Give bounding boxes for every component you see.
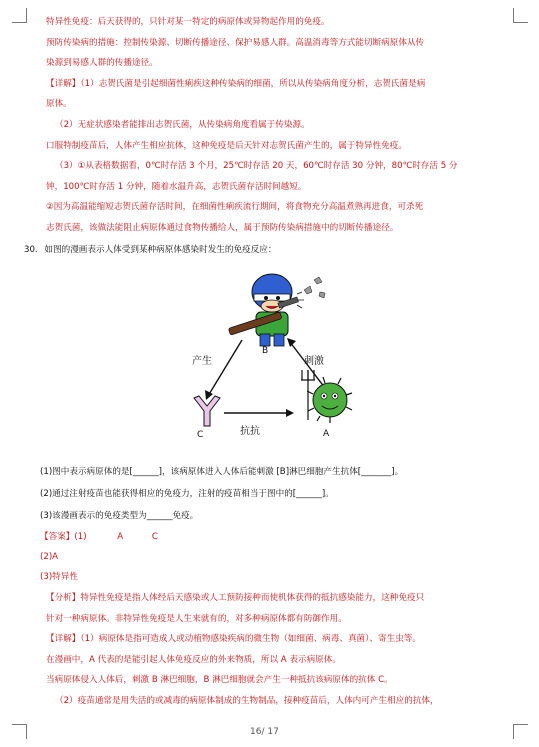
question-30 (24, 244, 276, 256)
text-line: （2）疫苗通常是用失活的或减毒的病原体制成的生物制品，接种疫苗后，人体内可产生相应的抗体， (55, 696, 439, 706)
subquestion-2: (2)通过注射疫苗也能获得相应的免疫力，注射的疫苗相当于图中的[______]。 (40, 489, 334, 499)
text-line: （3）①从表格数据看，0℃时存活 3 个月，25℃时存活 20 天，60℃时存活 30 分钟，80℃时存活 5 分 (55, 161, 458, 172)
page-number: 16/ 17 (250, 727, 279, 737)
label-b: B (262, 346, 269, 356)
crop-mark-top-right (513, 8, 528, 23)
immune-response-cartoon (180, 270, 380, 448)
text-line: （2）无症状感染者能排出志贺氏菌，从传染病角度看属于传染源。 (55, 120, 310, 130)
text-line: 染源到易感人群的传播途径。 (46, 58, 158, 69)
arrow-produce-head (205, 390, 213, 400)
label-c: C (197, 430, 204, 440)
antibody-c-shape (194, 396, 220, 426)
crop-mark-bottom-left (12, 724, 27, 739)
question-stem: 如图的漫画表示人体受到某种病原体感染时发生的免疫反应： (44, 245, 277, 255)
label-resist: 抗抗 (240, 426, 260, 437)
arrow-produce (208, 340, 242, 396)
text-line: 针对一种病原体。非特异性免疫是人生来就有的，对多种病原体都有防御作用。 (46, 613, 347, 624)
arrow-stimulate-head (287, 338, 296, 347)
arrow-resist-head (286, 409, 294, 417)
text-line: ②因为高温能缩短志贺氏菌存活时间，在细菌性痢疾流行期间，将食物充分高温煮熟再进食，可杀死 (46, 202, 424, 213)
answer-line-3: (3)特异性 (40, 572, 78, 582)
answer-line-2: (2)A (40, 552, 59, 562)
text-line: 当病原体侵入人体后，刺激 B 淋巴细胞，B 淋巴细胞就会产生一种抵抗该病原体的抗体 C。 (46, 675, 393, 686)
text-line: 【详解】（1）志贺氏菌是引起细菌性痢疾这种传染病的细菌，所以从传染病角度分析，志贺氏菌是病 (46, 78, 426, 89)
answer-line-1 (40, 531, 158, 543)
crop-mark-top-left (12, 8, 27, 23)
text-line: 特异性免疫：后天获得的，只针对某一特定的病原体或异物起作用的免疫。 (46, 17, 330, 27)
answer-1-second: C (151, 532, 158, 542)
text-line: 志贺氏菌，该做法能阻止病原体通过食物传播给人，属于预防传染病措施中的切断传播途径。 (46, 223, 399, 233)
subquestion-1: (1)图中表示病原体的是[______]，该病原体进入人体后能刺激 [B]淋巴细胞产生抗体[_______]。 (40, 467, 404, 477)
subquestion-3: (3)该漫画表示的免疫类型为______免疫。 (40, 511, 199, 521)
text-line: 原体。 (46, 99, 72, 110)
label-stimulate: 刺激 (304, 356, 324, 367)
text-line: 预防传染病的措施：控制传染源、切断传播途径、保护易感人群。高温消毒等方式能切断病原体从传 (46, 37, 425, 48)
text-line: 【详解】（1）病原体是指可造成人或动植物感染疾病的微生物（如细菌、病毒、真菌）、寄生虫等。 (46, 634, 421, 645)
text-line: 【分析】特异性免疫是指人体经后天感染或人工预防接种而使机体获得的抵抗感染能力，这种免疫只 (46, 593, 425, 603)
label-a: A (323, 429, 330, 439)
answer-tag: 【答案】(1) (40, 532, 87, 542)
label-produce: 产生 (192, 356, 212, 367)
lymphocyte-b-figure (228, 274, 325, 346)
text-line: 钟，100℃时存活 1 分钟，随着水温升高，志贺氏菌存活时间越短。 (46, 181, 307, 192)
text-line: 口服特制疫苗后，人体产生相应抗体，这种免疫是后天针对志贺氏菌产生的，属于特异性免疫。 (46, 140, 407, 151)
answer-1-first: A (117, 532, 124, 542)
question-number: 30. (24, 245, 38, 255)
crop-mark-bottom-right (513, 724, 528, 739)
pathogen-a-virus (301, 370, 352, 423)
text-line: 在漫画中，A 代表的是能引起人体免疫反应的外来物质，所以 A 表示病原体。 (46, 654, 341, 665)
